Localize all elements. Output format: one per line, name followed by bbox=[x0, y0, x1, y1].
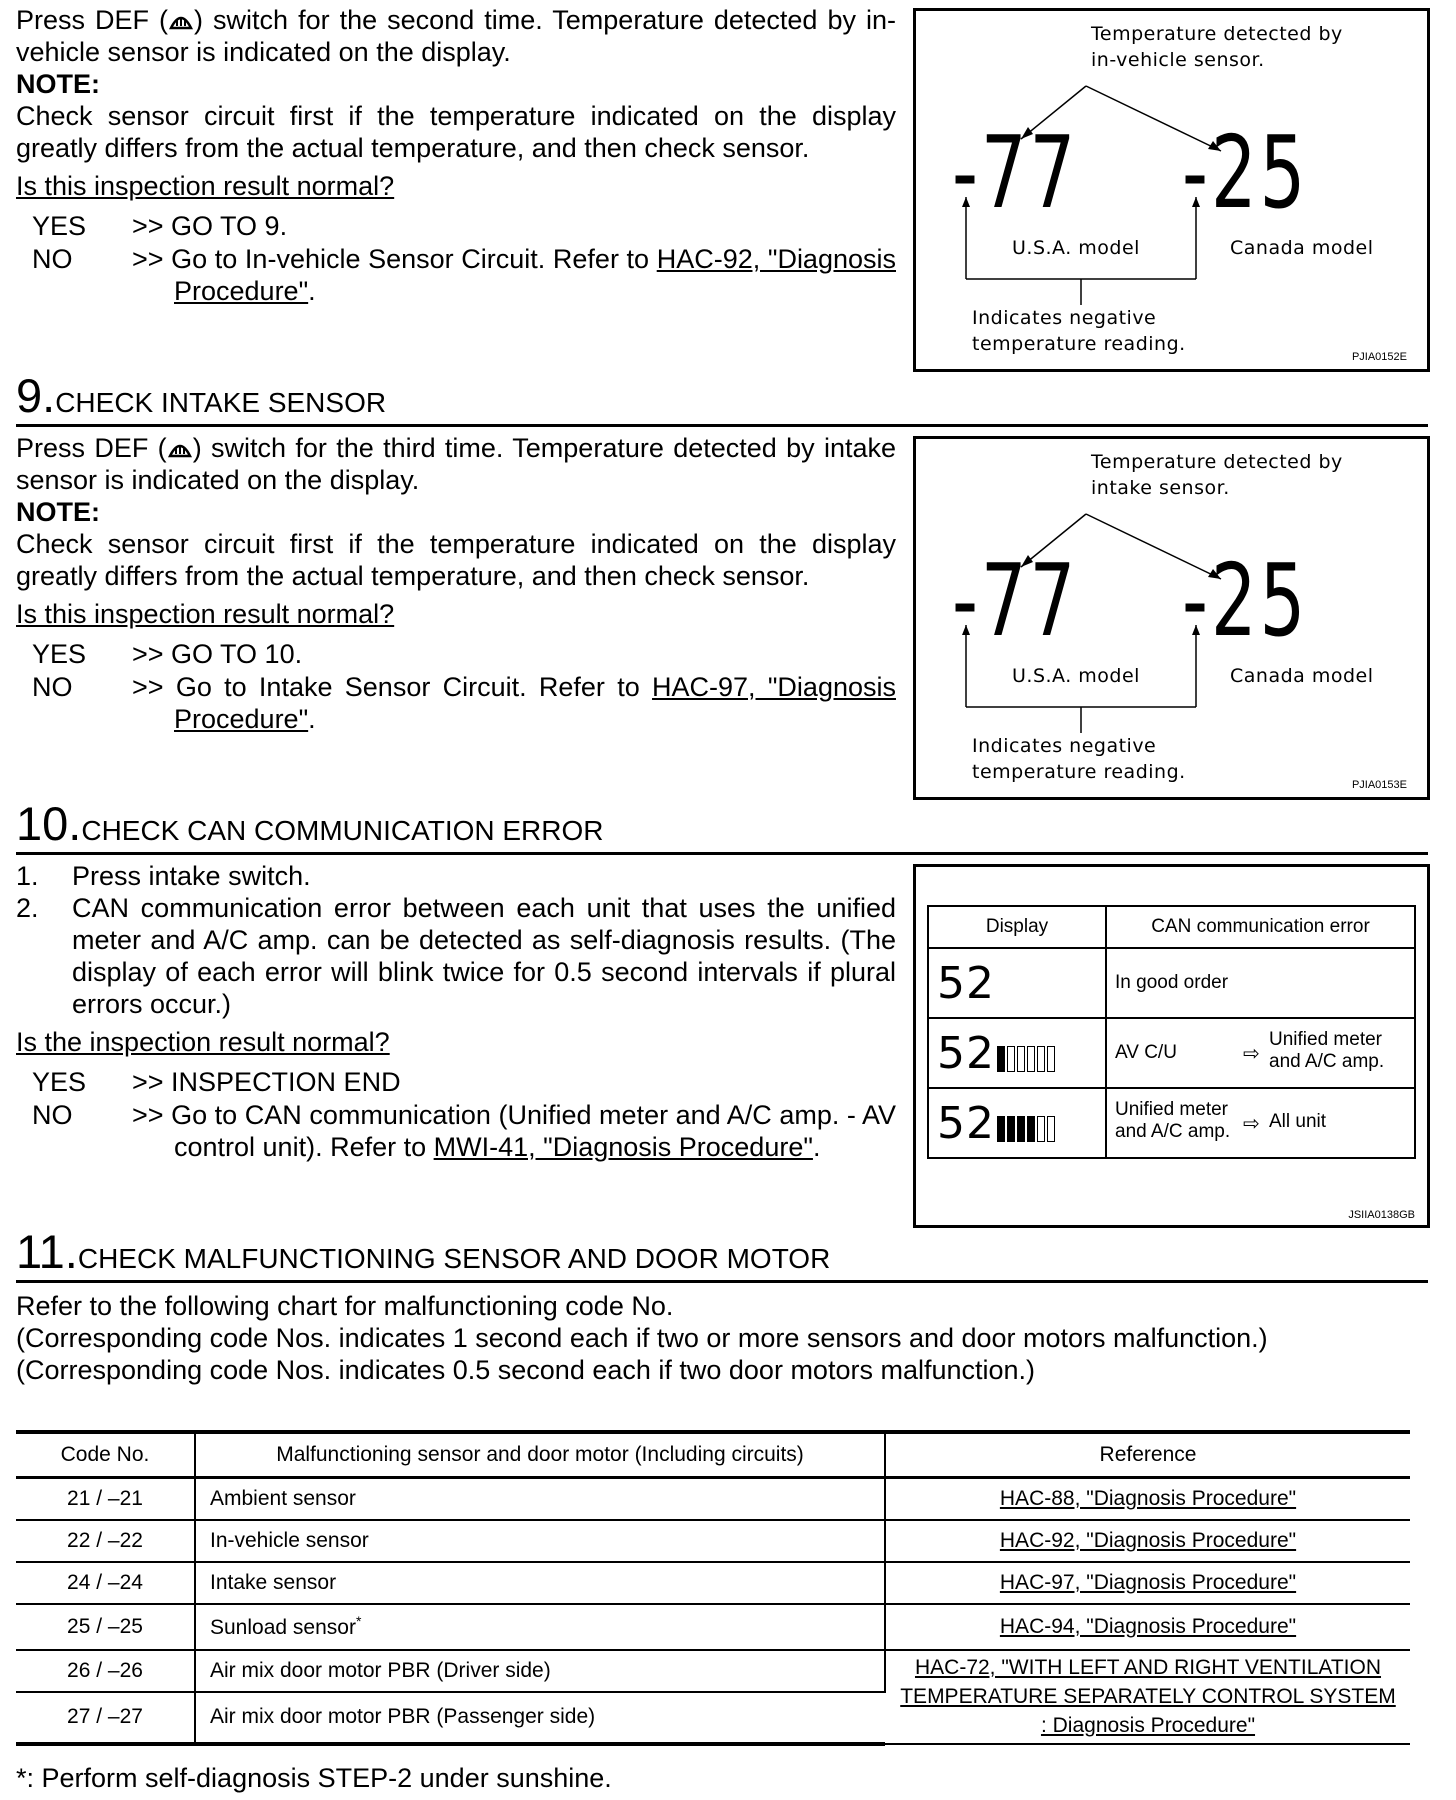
table-row bbox=[16, 1650, 1410, 1692]
step10-question: Is the inspection result normal? bbox=[16, 1027, 390, 1057]
can-target-text: All unit bbox=[1269, 1111, 1327, 1132]
code-cell: 26 / –26 bbox=[16, 1650, 195, 1692]
hollow-arrow-icon: ⇨ bbox=[1243, 1043, 1260, 1065]
fig2-neg-label-2: temperature reading. bbox=[972, 761, 1186, 783]
hac92-link[interactable]: HAC-92, "Diagnosis Procedure" bbox=[174, 244, 896, 306]
empty-segment bbox=[1037, 1116, 1045, 1142]
step10-item2: CAN communication error between each unit that uses the unified meter and A/C amp. can be detected as self-diagnosis results. (The display of each error will blink twice for 0.5 second intervals if plural errors occur.) bbox=[72, 893, 896, 1019]
fig1-top-label-1: Temperature detected by bbox=[1091, 23, 1343, 45]
step11-header bbox=[16, 1226, 830, 1278]
step9-number: 9. bbox=[16, 369, 56, 422]
empty-segment bbox=[1047, 1116, 1055, 1142]
step9-yes-text: >> GO TO 10. bbox=[132, 639, 303, 669]
can-fig-id: JSIIA0138GB bbox=[1348, 1209, 1415, 1221]
step8-no-text: >> Go to In-vehicle Sensor Circuit. Refer to HAC-92, "Diagnosis Procedure". bbox=[132, 244, 896, 306]
item-cell: Air mix door motor PBR (Passenger side) bbox=[195, 1692, 885, 1744]
fig1-id: PJIA0152E bbox=[1351, 351, 1407, 363]
step10-number: 10. bbox=[16, 797, 82, 850]
fig1-top-label-2: in-vehicle sensor. bbox=[1091, 49, 1265, 71]
step10-header bbox=[16, 798, 604, 850]
can-error-text: Unified meter and A/C amp. bbox=[1115, 1099, 1231, 1142]
fig1-neg-label-1: Indicates negative bbox=[972, 307, 1157, 329]
fig2-canada-value: -25 bbox=[1182, 542, 1309, 659]
col-header-item: Malfunctioning sensor and door motor (Including circuits) bbox=[195, 1432, 885, 1478]
ref-link[interactable]: HAC-92, "Diagnosis Procedure" bbox=[885, 1520, 1410, 1562]
in-vehicle-sensor-figure bbox=[913, 8, 1430, 372]
can-target-text: Unified meter and A/C amp. bbox=[1269, 1029, 1385, 1072]
filled-segment bbox=[1017, 1116, 1025, 1142]
item-cell: Ambient sensor bbox=[195, 1478, 885, 1520]
fig1-usa-label: U.S.A. model bbox=[1012, 237, 1140, 259]
step9-question: Is this inspection result normal? bbox=[16, 599, 395, 629]
step11-line2: (Corresponding code Nos. indicates 1 second each if two or more sensors and door motors malfunction.) bbox=[16, 1323, 1268, 1353]
step11-line3: (Corresponding code Nos. indicates 0.5 second each if two door motors malfunction.) bbox=[16, 1355, 1036, 1385]
empty-segment bbox=[1027, 1046, 1035, 1072]
table-row bbox=[16, 1562, 1410, 1604]
code-cell: 25 / –25 bbox=[16, 1604, 195, 1650]
step9-rule bbox=[16, 424, 1428, 427]
filled-segment bbox=[1027, 1116, 1035, 1142]
can-display-value: 52 bbox=[937, 1097, 995, 1149]
ref-link[interactable]: HAC-88, "Diagnosis Procedure" bbox=[885, 1478, 1410, 1520]
step10-yes-label: YES bbox=[32, 1067, 87, 1097]
footnote: *: Perform self-diagnosis STEP-2 under sunshine. bbox=[16, 1763, 612, 1793]
fig2-usa-label: U.S.A. model bbox=[1012, 665, 1140, 687]
can-row bbox=[928, 948, 1415, 1018]
segment-bars bbox=[997, 1046, 1057, 1078]
empty-segment bbox=[1017, 1046, 1025, 1072]
hac97-link[interactable]: HAC-97, "Diagnosis Procedure" bbox=[174, 672, 896, 734]
step10-title: CHECK CAN COMMUNICATION ERROR bbox=[81, 815, 604, 846]
col-header-code: Code No. bbox=[16, 1432, 195, 1478]
fig2-top-label-1: Temperature detected by bbox=[1091, 451, 1343, 473]
code-cell: 21 / –21 bbox=[16, 1478, 195, 1520]
fig1-neg-label-2: temperature reading. bbox=[972, 333, 1186, 355]
fig1-usa-value: -77 bbox=[952, 114, 1079, 231]
step9-no-label: NO bbox=[32, 672, 73, 702]
fig2-canada-label: Canada model bbox=[1230, 665, 1374, 687]
can-row bbox=[928, 1088, 1415, 1158]
step11-number: 11. bbox=[16, 1225, 78, 1278]
filled-segment bbox=[997, 1046, 1005, 1072]
fig2-neg-label-1: Indicates negative bbox=[972, 735, 1157, 757]
malfunction-code-table bbox=[16, 1430, 1410, 1746]
can-header-error: CAN communication error bbox=[1106, 906, 1415, 948]
item-cell: Intake sensor bbox=[195, 1562, 885, 1604]
empty-segment bbox=[1037, 1046, 1045, 1072]
code-cell: 27 / –27 bbox=[16, 1692, 195, 1744]
empty-segment bbox=[1047, 1046, 1055, 1072]
col-header-ref: Reference bbox=[885, 1432, 1410, 1478]
step10-no-text: >> Go to CAN communication (Unified meter and A/C amp. - AV control unit). Refer to MWI-41, "Diagnosis Procedure". bbox=[132, 1100, 896, 1162]
fig2-id: PJIA0153E bbox=[1351, 779, 1407, 791]
step10-rule bbox=[16, 852, 1428, 855]
step8-yes-text: >> GO TO 9. bbox=[132, 211, 288, 241]
can-header-display: Display bbox=[928, 906, 1106, 948]
intake-sensor-figure bbox=[913, 436, 1430, 800]
fig2-top-label-2: intake sensor. bbox=[1091, 477, 1230, 499]
step8-question: Is this inspection result normal? bbox=[16, 171, 395, 201]
step8-yes-label: YES bbox=[32, 211, 87, 241]
fig1-canada-value: -25 bbox=[1182, 114, 1309, 231]
filled-segment bbox=[1007, 1116, 1015, 1142]
can-row bbox=[928, 1018, 1415, 1088]
step9-title: CHECK INTAKE SENSOR bbox=[55, 387, 387, 418]
filled-segment bbox=[997, 1116, 1005, 1142]
table-row bbox=[16, 1520, 1410, 1562]
step9-intro: Press DEF ( ) switch for the third time. Temperature detected by intake sensor is indicated on the display. bbox=[16, 433, 897, 495]
table-row bbox=[16, 1604, 1410, 1650]
item-cell: Sunload sensor bbox=[210, 1616, 356, 1639]
hollow-arrow-icon: ⇨ bbox=[1243, 1113, 1260, 1135]
step8-note-label: NOTE: bbox=[16, 69, 100, 99]
footnote-star: * bbox=[355, 1613, 362, 1629]
can-display-value: 52 bbox=[937, 1027, 995, 1079]
fig2-usa-value: -77 bbox=[952, 542, 1079, 659]
empty-segment bbox=[1007, 1046, 1015, 1072]
step8-intro: Press DEF ( ) switch for the second time. Temperature detected by in-vehicle sensor is indicated on the display. bbox=[16, 5, 896, 67]
can-display-value: 52 bbox=[937, 957, 995, 1009]
step10-item1-num: 1. bbox=[16, 861, 39, 891]
can-error-text: In good order bbox=[1115, 972, 1229, 993]
step8-no-label: NO bbox=[32, 244, 73, 274]
def-icon bbox=[167, 435, 193, 455]
step9-note-text: Check sensor circuit first if the temperature indicated on the display greatly differs from the actual temperature, and then check sensor. bbox=[16, 529, 896, 591]
step9-header bbox=[16, 370, 386, 422]
item-cell: Air mix door motor PBR (Driver side) bbox=[195, 1650, 885, 1692]
code-cell: 24 / –24 bbox=[16, 1562, 195, 1604]
step11-line1: Refer to the following chart for malfunctioning code No. bbox=[16, 1291, 674, 1321]
step9-note-label: NOTE: bbox=[16, 497, 100, 527]
table-row bbox=[16, 1478, 1410, 1520]
def-icon bbox=[168, 7, 194, 27]
step9-no-text: >> Go to Intake Sensor Circuit. Refer to HAC-97, "Diagnosis Procedure". bbox=[132, 672, 896, 734]
can-error-figure bbox=[913, 864, 1430, 1228]
mwi41-link[interactable]: MWI-41, "Diagnosis Procedure" bbox=[433, 1132, 813, 1162]
step9-yes-label: YES bbox=[32, 639, 87, 669]
ref-link[interactable]: HAC-97, "Diagnosis Procedure" bbox=[885, 1562, 1410, 1604]
code-cell: 22 / –22 bbox=[16, 1520, 195, 1562]
step10-item2-num: 2. bbox=[16, 893, 39, 923]
step8-note-text: Check sensor circuit first if the temperature indicated on the display greatly differs from the actual temperature, and then check sensor. bbox=[16, 101, 896, 163]
segment-bars bbox=[997, 1116, 1057, 1148]
fig1-canada-label: Canada model bbox=[1230, 237, 1374, 259]
can-error-table bbox=[927, 905, 1416, 1159]
step10-item1: Press intake switch. bbox=[72, 861, 311, 891]
ref-link[interactable]: HAC-94, "Diagnosis Procedure" bbox=[885, 1604, 1410, 1650]
ref-link[interactable]: HAC-72, "WITH LEFT AND RIGHT VENTILATION TEMPERATURE SEPARATELY CONTROL SYSTEM : Diagnosis Procedure" bbox=[885, 1650, 1410, 1744]
step10-yes-text: >> INSPECTION END bbox=[132, 1067, 401, 1097]
can-error-text: AV C/U bbox=[1115, 1042, 1177, 1063]
step11-title: CHECK MALFUNCTIONING SENSOR AND DOOR MOTOR bbox=[77, 1243, 831, 1274]
step11-rule bbox=[16, 1280, 1428, 1283]
item-cell: In-vehicle sensor bbox=[195, 1520, 885, 1562]
step10-no-label: NO bbox=[32, 1100, 73, 1130]
